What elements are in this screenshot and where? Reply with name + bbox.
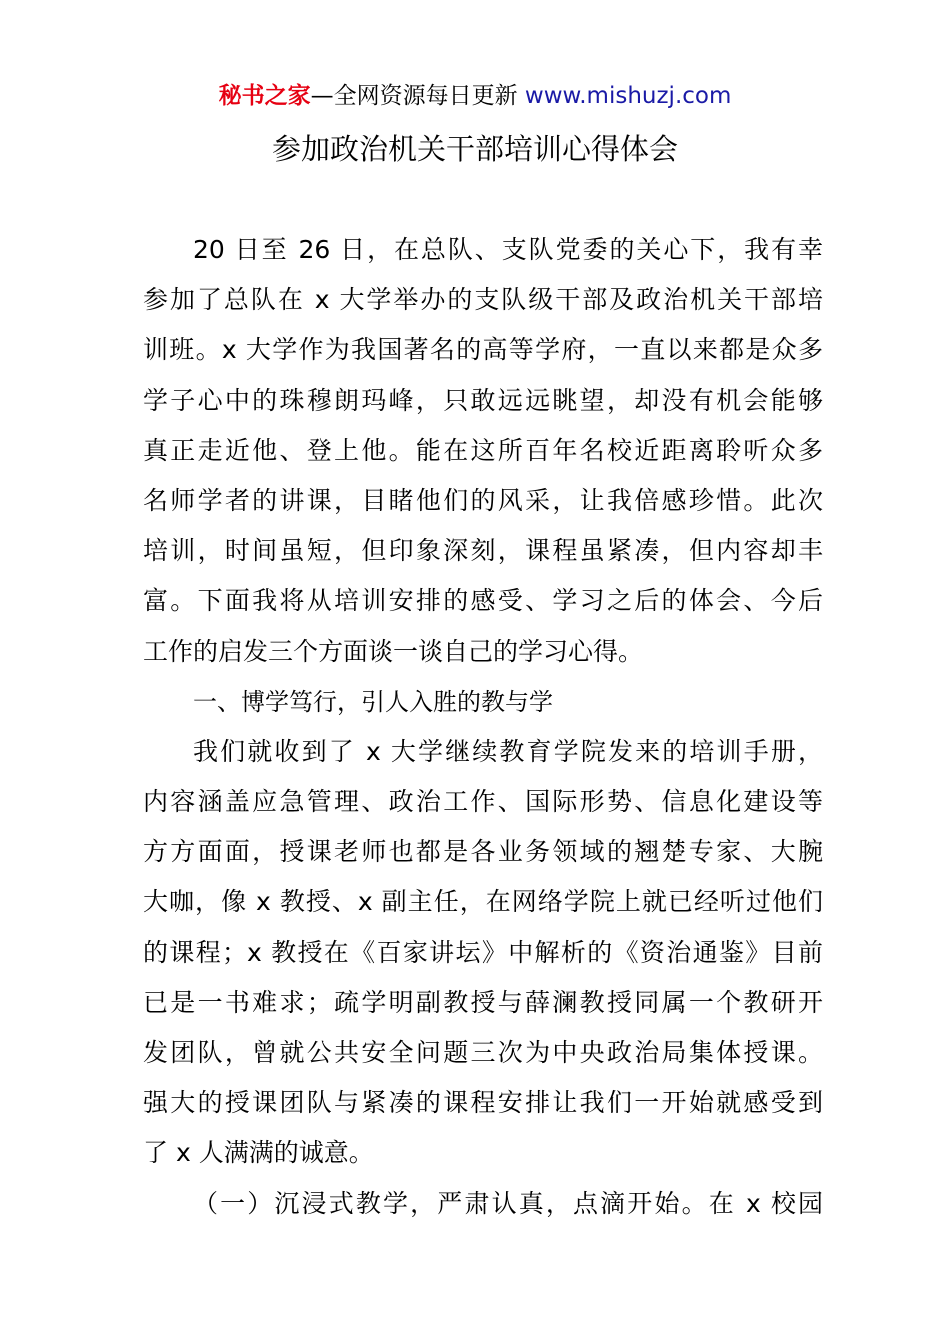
paragraph-line: 参加了总队在 x 大学举办的支队级干部及政治机关干部培 — [143, 285, 823, 315]
header-tagline: —全网资源每日更新 — [310, 83, 525, 109]
paragraph-line: 真正走近他、登上他。能在这所百年名校近距离聆听众多 — [143, 435, 823, 465]
paragraph-line: 训班。x 大学作为我国著名的高等学府，一直以来都是众多 — [143, 335, 823, 365]
paragraph-line: 学子心中的珠穆朗玛峰，只敢远远眺望，却没有机会能够 — [143, 385, 823, 415]
paragraph-line: 名师学者的讲课，目睹他们的风采，让我倍感珍惜。此次 — [143, 485, 823, 515]
site-header — [0, 80, 950, 112]
paragraph-line: 了 x 人满满的诚意。 — [143, 1138, 374, 1168]
paragraph-line: 富。下面我将从培训安排的感受、学习之后的体会、今后 — [143, 586, 823, 616]
paragraph-line: 的课程；x 教授在《百家讲坛》中解析的《资治通鉴》目前 — [143, 937, 823, 967]
paragraph-line: 内容涵盖应急管理、政治工作、国际形势、信息化建设等 — [143, 787, 823, 817]
paragraph-line: 我们就收到了 x 大学继续教育学院发来的培训手册， — [193, 736, 823, 766]
document-title: 参加政治机关干部培训心得体会 — [271, 132, 678, 166]
paragraph-line: 已是一书难求；疏学明副教授与薛澜教授同属一个教研开 — [143, 987, 823, 1017]
paragraph-line: 培训，时间虽短，但印象深刻，课程虽紧凑，但内容却丰 — [143, 536, 823, 566]
paragraph-line: 强大的授课团队与紧凑的课程安排让我们一开始就感受到 — [143, 1088, 823, 1118]
paragraph-line: 发团队，曾就公共安全问题三次为中央政治局集体授课。 — [143, 1038, 823, 1067]
document-body — [143, 225, 823, 1229]
site-url[interactable]: www.mishuzj.com — [524, 83, 732, 109]
paragraph-line: 大咖，像 x 教授、x 副主任，在网络学院上就已经听过他们 — [143, 887, 823, 917]
paragraph-line: 20 日至 26 日，在总队、支队党委的关心下，我有幸 — [193, 235, 823, 264]
paragraph-line: 方方面面，授课老师也都是各业务领域的翘楚专家、大腕 — [143, 837, 823, 867]
brand-name: 秘书之家 — [218, 83, 311, 109]
section-heading: 一、博学笃行，引人入胜的教与学 — [193, 687, 553, 716]
paragraph-line: 工作的启发三个方面谈一谈自己的学习心得。 — [143, 636, 644, 666]
paragraph-line: （一）沉浸式教学，严肃认真，点滴开始。在 x 校园 — [193, 1188, 823, 1218]
